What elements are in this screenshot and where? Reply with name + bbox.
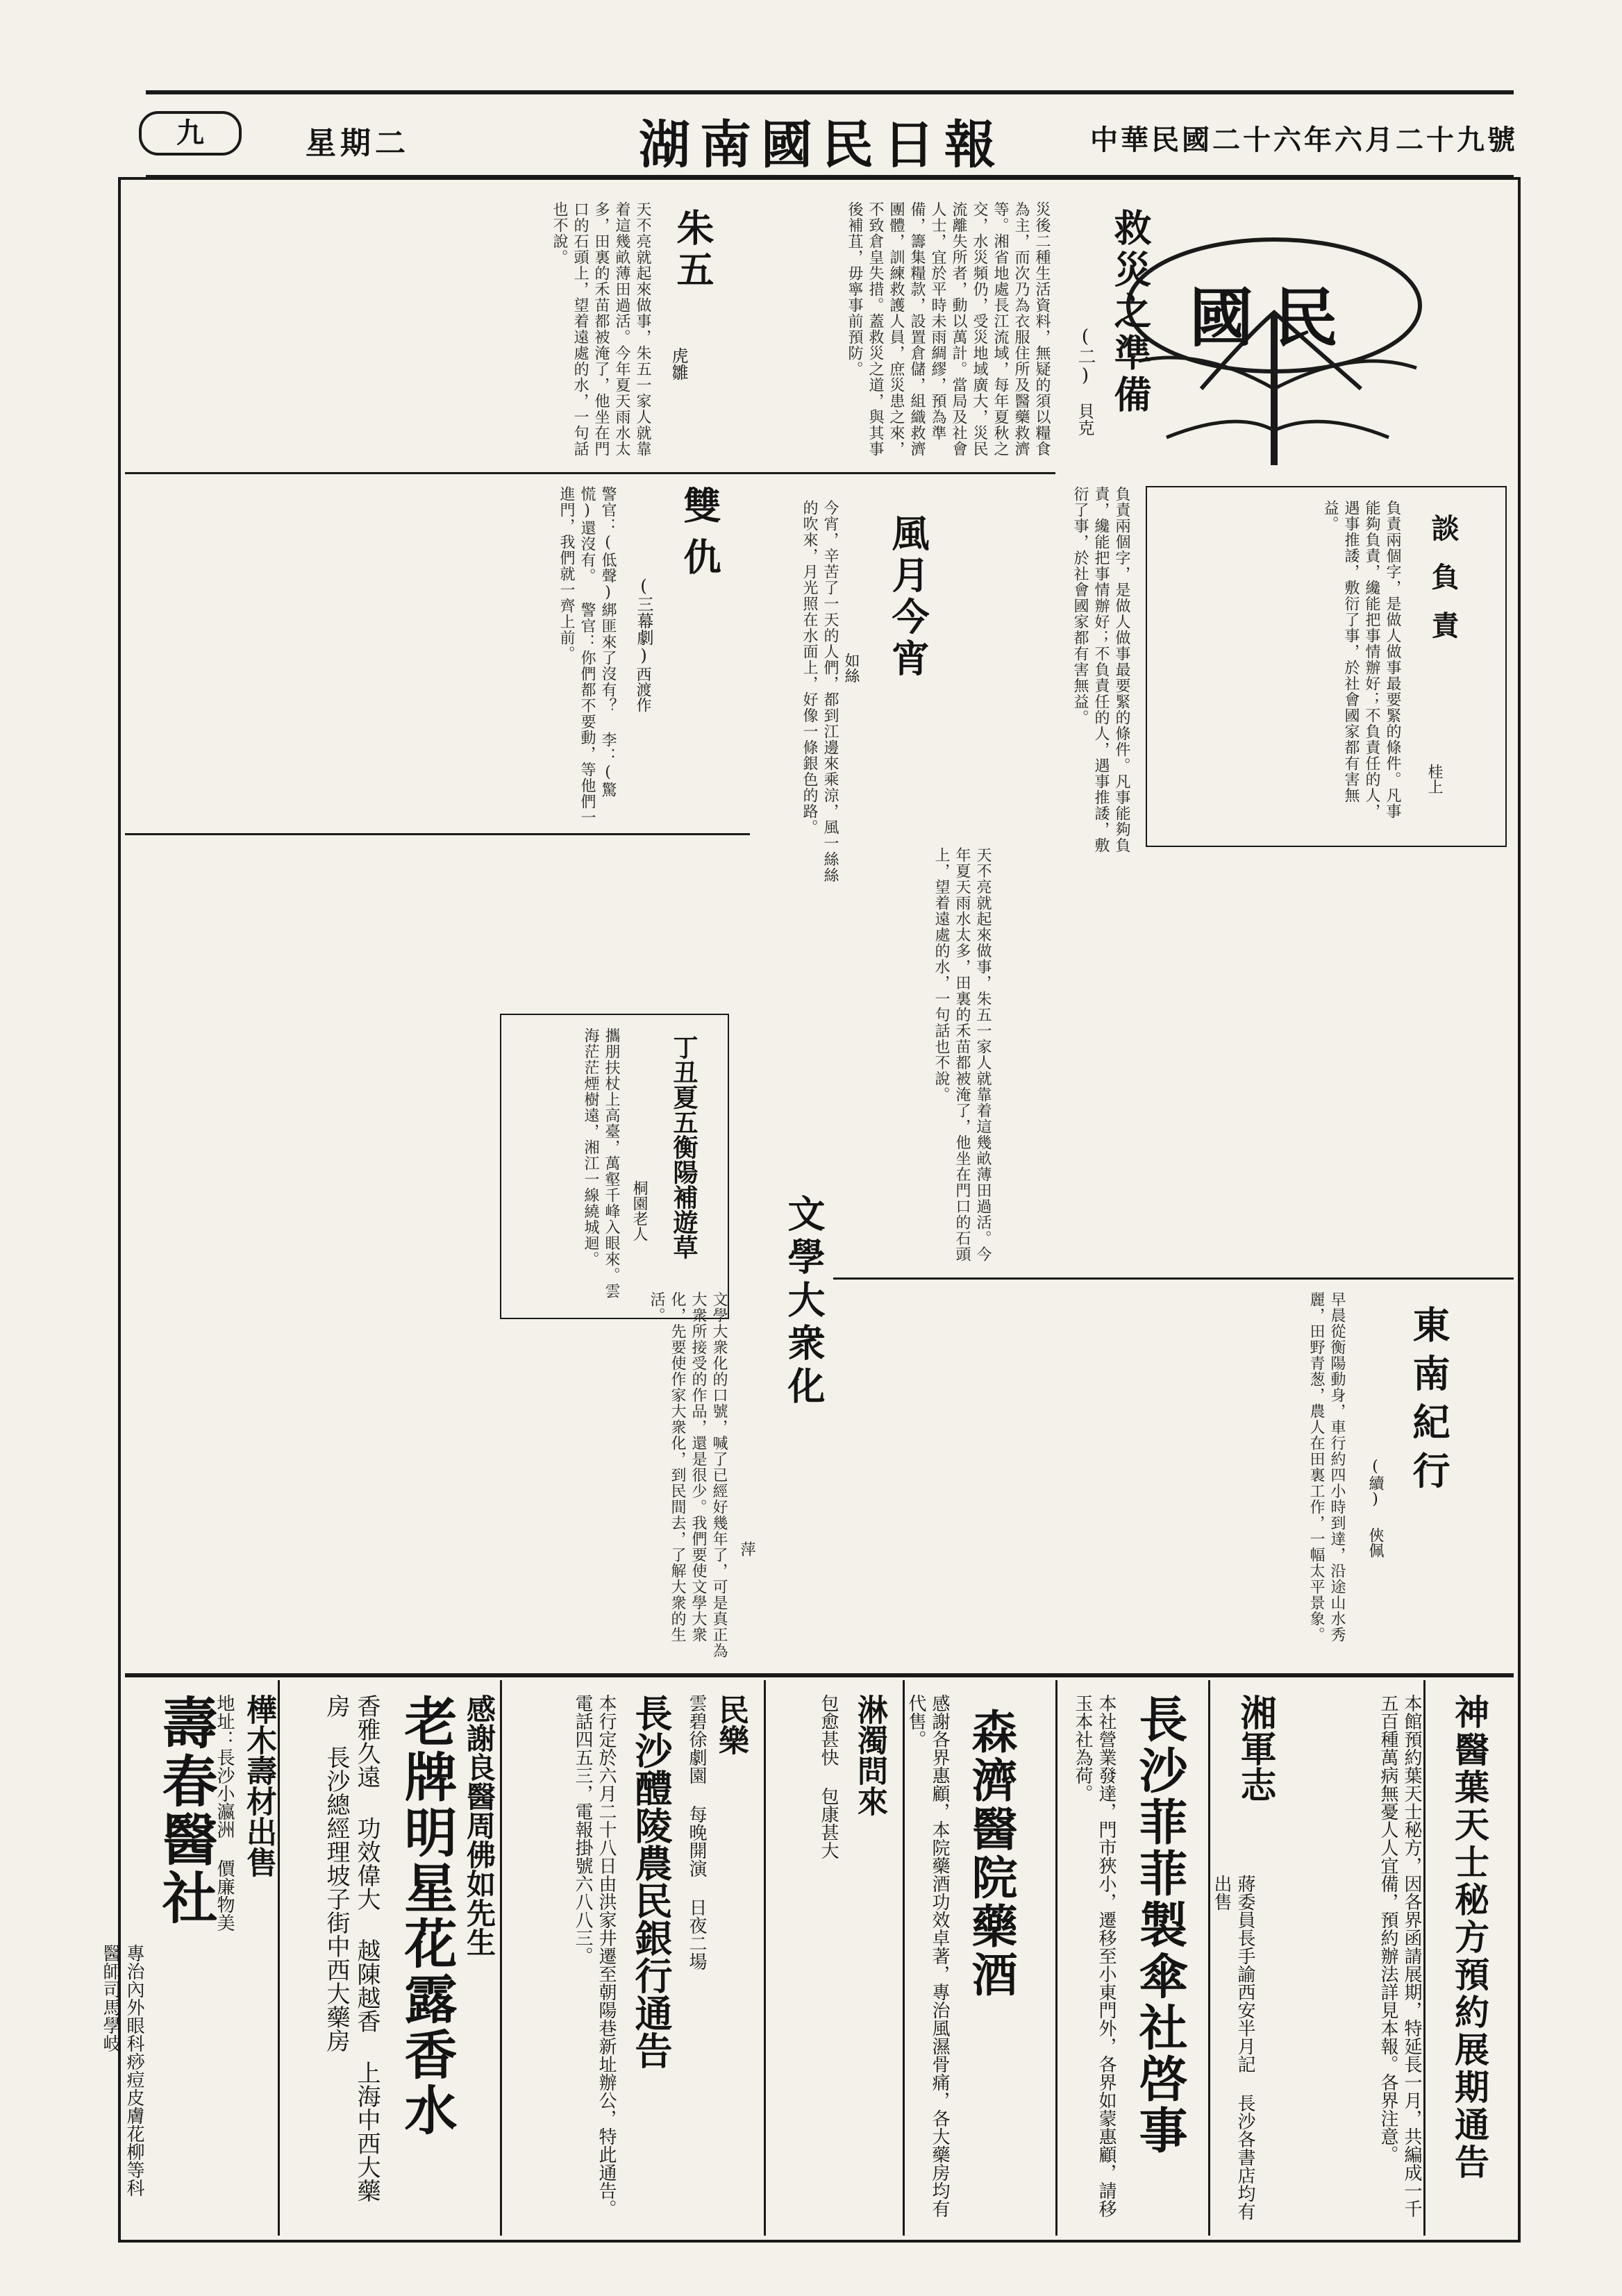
ad-senji-body: 感謝各界惠顧，本院藥酒功效卓著，專治風濕骨痛，各大藥房均有代售。 [905, 1694, 950, 2218]
ad-huamu-title: 樺木壽材出售 [241, 1694, 276, 1877]
jiuzai-body: 災後二種生活資料，無疑的須以糧食為主，而次乃為衣服住所及醫藥救濟等。湘省地處長江流域，每年夏秋之交，水災頻仍，受災地域廣大，災民流離失所者，動以萬計。當局及社會人士，宜於平時未雨綢繆，預為準備，籌集糧款，設置倉儲，組織救濟團體，訓練救護人員，庶災患之來，不致倉皇失措。蓋救災之道，與其事後補苴，毋寧事前預防。 [846, 201, 1051, 457]
ad-mingxing-body: 香雅久遠 功效偉大 越陳越香 上海中西大藥房 長沙總經理坡子街中西大藥房 [322, 1694, 381, 2202]
date-line: 中華民國二十六年六月二十九號 [1090, 124, 1518, 156]
ad-xiangjun-title: 湘軍志 [1234, 1694, 1276, 1802]
shuangchou-subtitle: (三幕劇) [634, 576, 653, 665]
ad-ganxie-title: 感謝良醫周佛如先生 [462, 1694, 496, 1956]
dufuze-title: 談負責 [1427, 514, 1460, 660]
ads-divider [125, 1673, 1514, 1677]
zhuwu-body: 天不亮就起來做事，朱五一家人就靠着這幾畝薄田過活。今年夏天雨水太多，田裏的禾苗都被淹了，他坐在門口的石頭上，望着遠處的水，一句話也不說。 [551, 201, 651, 457]
ad-bank-title: 長沙醴陵農民銀行通告 [629, 1694, 674, 2069]
wenxue-title: 文學大衆化 [782, 1194, 826, 1409]
wenxue-body: 文學大衆化的口號，喊了已經好幾年了，可是真正為大衆所接受的作品，還是很少。我們要使文學大衆化，先要使作家大衆化，到民間去，了解大衆的生活。 [648, 1291, 728, 1659]
dongnan-body: 早晨從衡陽動身，車行約四小時到達，沿途山水秀麗，田野青葱，農人在田裏工作，一幅太平景象。 [1307, 1291, 1346, 1643]
logo-text: 國民 [1189, 280, 1359, 355]
masthead-rule [146, 90, 1514, 94]
jiuzai-author: 貝克 [1075, 403, 1094, 436]
dongnan-subtitle: (續) [1366, 1458, 1384, 1508]
fengyue-author: 如絲 [842, 653, 860, 683]
fengyue-title: 風月今宵 [886, 514, 930, 680]
ad-senji-title: 森濟醫院藥酒 [964, 1708, 1018, 2000]
dufuze-body: 負責兩個字，是做人做事最要緊的條件。凡事能夠負責，纔能把事情辦好；不負責任的人，遇事推諉，敷衍了事，於社會國家都有害無益。 [1321, 500, 1401, 819]
paper-name: 湖南國民日報 [639, 115, 1005, 175]
jiuzai-part: (二) [1075, 326, 1096, 386]
ad-yetianshi-body: 本館預約葉天士秘方，因各界函請展期，特延長一月，共編成一千五百種萬病無憂人人宜備，預約辦法詳見本報。各界注意。 [1378, 1694, 1422, 2218]
ad-feifei-body: 本社營業發達，門市狹小，遷移至小東門外，各界如蒙惠顧，請移玉本社為荷。 [1072, 1694, 1117, 2218]
ad-linzhuo-body: 包愈甚快 包康甚大 [818, 1694, 839, 1859]
shuangchou-body: 警官：(低聲)綁匪來了沒有？ 李：(驚慌)還沒有。 警官：你們都不要動，等他們一進門，我們就一齊上前。 [558, 486, 617, 826]
dongnan-title: 東南紀行 [1407, 1305, 1451, 1500]
poem-body: 攜朋扶杖上高臺，萬壑千峰入眼來。雲海茫茫煙樹遠，湘江一線繞城迴。 [582, 1028, 620, 1299]
zhuwu-author: 虎雛 [669, 347, 688, 380]
ad-minle-body: 雲碧徐劇園 每晚開演 日夜二場 [686, 1694, 707, 1970]
weekday: 星期二 [306, 126, 410, 161]
fengyue-body: 今宵，辛苦了一天的人們，都到江邊來乘涼，風一絲絲的吹來，月光照在水面上，好像一條銀色的路。 [801, 500, 839, 883]
ad-shouchun-body: 專治內外眼科痧痘皮膚花柳等科 醫師司馬學岐 [100, 1944, 144, 2197]
poem-author: 桐園老人 [630, 1180, 648, 1241]
shuangchou-title: 雙仇 [678, 486, 722, 589]
ad-minle-title: 民樂 [713, 1694, 749, 1755]
jiuzai-title: 救災之準備 [1108, 208, 1153, 417]
zhuwu-title: 朱五 [671, 208, 715, 292]
ad-xiangjun-body: 蔣委員長手諭西安半月記 長沙各書店均有出售 [1211, 1875, 1255, 2220]
ad-mingxing-title: 老牌明星花露香水 [396, 1694, 458, 2138]
ad-huamu-body: 地址：長沙小瀛洲 價廉物美 [214, 1694, 235, 1932]
dufuze-author: 桂上 [1425, 764, 1443, 794]
wenxue-author: 萍 [738, 1541, 755, 1557]
ad-yetianshi-title: 神醫葉天士秘方預約展期通告 [1449, 1694, 1490, 2181]
ad-linzhuo-title: 淋濁問來 [852, 1694, 887, 1816]
ad-bank-body: 本行定於六月二十八日由洪家井遷至朝陽巷新址辦公，特此通告。電話四五三，電報掛號六八八三。 [572, 1694, 617, 2218]
shuangchou-author: 西渡作 [634, 667, 651, 712]
ad-feifei-title: 長沙菲菲製傘社啓事 [1131, 1694, 1189, 2156]
ad-shouchun-title: 壽春醫社 [153, 1694, 218, 1927]
middle-body: 天不亮就起來做事，朱五一家人就靠着這幾畝薄田過活。今年夏天雨水太多，田裏的禾苗都被淹了，他坐在門口的石頭上，望着遠處的水，一句話也不說。 [933, 847, 992, 1262]
page-number: 九 [139, 111, 242, 156]
dongnan-author: 俠佩 [1366, 1527, 1384, 1558]
main-body-2: 負責兩個字，是做人做事最要緊的條件。凡事能夠負責，纔能把事情辦好；不負責任的人，遇事推諉，敷衍了事，於社會國家都有害無益。 [1071, 486, 1130, 853]
poem-title: 丁丑夏五衡陽補遊草 [669, 1034, 699, 1259]
